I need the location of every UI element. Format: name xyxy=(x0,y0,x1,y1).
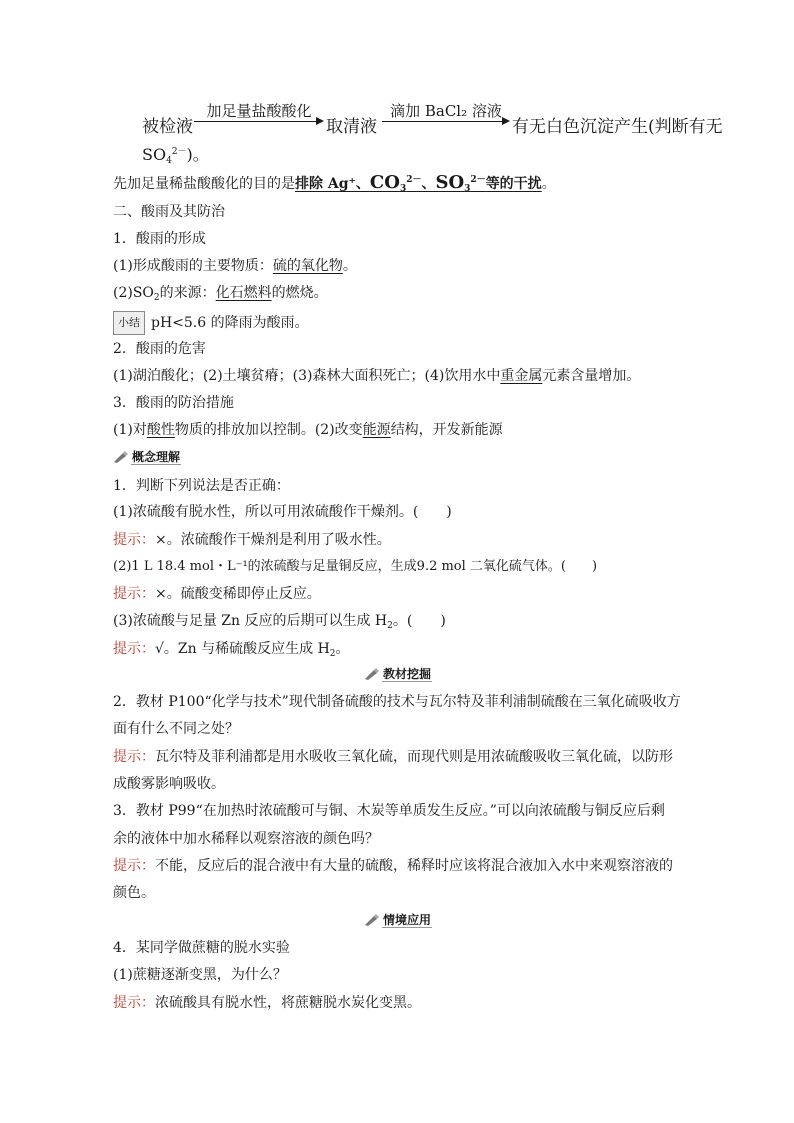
concept-heading xyxy=(113,449,181,465)
context-answer-1 xyxy=(113,993,421,1013)
scheme-end-close: )。 xyxy=(186,145,209,164)
prevention-text-c: 结构，开发新能源 xyxy=(390,422,503,438)
hint-label: 提示： xyxy=(113,749,155,765)
summary-note xyxy=(113,311,309,335)
statement-3-end: 。( ) xyxy=(392,613,446,629)
scheme-arrow-2-label: 滴加 BaCl₂ 溶液 xyxy=(390,102,502,120)
purpose-note xyxy=(113,170,556,199)
scheme-end-line2 xyxy=(142,142,209,171)
textbook-heading-text: 教材挖掘 xyxy=(383,667,432,681)
hint-text: √。Zn 与稀硫酸反应生成 H xyxy=(155,641,330,657)
concept-heading-text: 概念理解 xyxy=(132,450,181,464)
heading-formation: 1．酸雨的形成 xyxy=(113,231,206,247)
textbook-question-2-line2: 面有什么不同之处？ xyxy=(113,721,239,737)
concept-hint-2 xyxy=(113,584,321,604)
note-end: 。 xyxy=(541,176,556,192)
textbook-question-3-line2: 余的液体中加水稀释以观察溶液的颜色吗？ xyxy=(113,831,379,847)
prevention-text-a: (1)对 xyxy=(113,422,147,438)
so2-sub: 2 xyxy=(153,293,160,303)
so4-formula: SO xyxy=(142,145,167,164)
note-answer-a: 排除 Ag⁺、 xyxy=(295,176,370,192)
summary-text: pH<5.6 的降雨为酸雨。 xyxy=(151,315,309,331)
scheme-arrow-1-label: 加足量盐酸酸化 xyxy=(206,102,312,120)
context-question-4: 4．某同学做蔗糖的脱水实验 xyxy=(113,940,290,956)
scheme-end: 有无白色沉淀产生(判断有无 xyxy=(512,117,723,137)
hint-end: 。 xyxy=(335,641,350,657)
h2-sub: 2 xyxy=(329,649,336,659)
note-answer-b: 等的干扰 xyxy=(485,176,542,192)
formation-item-2-answer: 化石燃料 xyxy=(215,285,272,301)
textbook-answer-2-line1 xyxy=(113,747,673,767)
prevention-text-b: 物质的排放加以控制。(2)改变 xyxy=(174,422,363,438)
formation-item-1-end: 。 xyxy=(342,258,357,274)
so4-sub: 4 xyxy=(166,156,172,166)
context-sub-question-1: (1)蔗糖逐渐变黑，为什么？ xyxy=(113,967,287,983)
statement-3-text: (3)浓硫酸与足量 Zn 反应的后期可以生成 H xyxy=(113,613,388,629)
summary-tag: 小结 xyxy=(113,311,145,335)
so3-formula xyxy=(435,172,485,193)
so3-text: SO xyxy=(435,172,465,193)
formation-item-2-text: 的来源： xyxy=(159,285,216,301)
textbook-question-3-line1: 3．教材 P99“在加热时浓硫酸可与铜、木炭等单质发生反应。”可以向浓硫酸与铜反应后剩 xyxy=(113,803,665,819)
harm-list-text: (1)湖泊酸化；(2)土壤贫瘠；(3)森林大面积死亡；(4)饮用水中 xyxy=(113,368,501,384)
section-title-acid-rain: 二、酸雨及其防治 xyxy=(113,204,225,220)
hint-text: 不能，反应后的混合液中有大量的硫酸，稀释时应该将混合液加入水中来观察溶液的 xyxy=(155,858,673,874)
hint-text: ×。浓硫酸作干燥剂是利用了吸水性。 xyxy=(155,532,391,548)
harm-list-end: 元素含量增加。 xyxy=(542,368,641,384)
formation-item-1-answer: 硫的氧化物 xyxy=(272,258,343,274)
heading-harm: 2．酸雨的危害 xyxy=(113,341,206,357)
h2-sub: 2 xyxy=(387,621,393,631)
so3-sub: 3 xyxy=(464,184,471,194)
hint-label: 提示： xyxy=(113,995,155,1011)
co3-sup: 2－ xyxy=(406,175,422,185)
hint-label: 提示： xyxy=(113,586,155,602)
concept-question-1: 1．判断下列说法是否正确： xyxy=(113,478,290,494)
formation-item-1 xyxy=(113,256,357,276)
pen-icon xyxy=(113,451,129,463)
concept-statement-1: (1)浓硫酸有脱水性，所以可用浓硫酸作干燥剂。( ) xyxy=(113,504,452,520)
prevention-list xyxy=(113,420,503,440)
scheme-start: 被检液 xyxy=(142,117,193,137)
context-heading xyxy=(364,912,432,928)
textbook-heading xyxy=(364,666,432,682)
hint-text: ×。硫酸变稀即停止反应。 xyxy=(155,586,321,602)
note-prefix: 先加足量稀盐酸酸化的目的是 xyxy=(113,176,295,192)
heading-prevention: 3．酸雨的防治措施 xyxy=(113,395,234,411)
textbook-answer-2-line2: 成酸雾影响吸收。 xyxy=(113,776,225,792)
prevention-answer-2: 能源 xyxy=(362,422,391,438)
pen-icon xyxy=(364,914,380,926)
co3-text: CO xyxy=(369,172,400,193)
harm-list xyxy=(113,366,640,386)
so2-text: (2)SO xyxy=(113,285,154,301)
harm-list-answer: 重金属 xyxy=(500,368,543,384)
formation-item-2-end: 的燃烧。 xyxy=(271,285,328,301)
concept-statement-3 xyxy=(113,611,446,636)
textbook-answer-3-line2: 颜色。 xyxy=(113,885,155,901)
pen-icon xyxy=(364,668,380,680)
note-answer xyxy=(295,172,542,194)
textbook-answer-3-line1 xyxy=(113,856,673,876)
co3-formula xyxy=(370,172,422,193)
so3-sup: 2－ xyxy=(470,175,486,185)
concept-statement-2: (2)1 L 18.4 mol・L⁻¹的浓硫酸与足量铜反应，生成9.2 mol 二氧化硫气体。( ) xyxy=(113,559,598,574)
hint-label: 提示： xyxy=(113,532,155,548)
so4-sup: 2－ xyxy=(171,147,187,157)
prevention-answer-1: 酸性 xyxy=(146,422,175,438)
formation-item-1-text: (1)形成酸雨的主要物质： xyxy=(113,258,273,274)
hint-text: 瓦尔特及菲利浦都是用水吸收三氧化硫，而现代则是用浓硫酸吸收三氧化硫，以防形 xyxy=(155,749,673,765)
note-sep: 、 xyxy=(421,176,436,192)
textbook-question-2-line1: 2．教材 P100“化学与技术”现代制备硫酸的技术与瓦尔特及菲利浦制硫酸在三氧化硫吸收方 xyxy=(113,694,681,710)
hint-label: 提示： xyxy=(113,641,155,657)
scheme-mid: 取清液 xyxy=(326,117,377,137)
concept-hint-3 xyxy=(113,639,350,664)
formation-item-2 xyxy=(113,283,328,308)
context-heading-text: 情境应用 xyxy=(383,913,432,927)
hint-text: 浓硫酸具有脱水性，将蔗糖脱水炭化变黑。 xyxy=(155,995,421,1011)
concept-hint-1 xyxy=(113,530,391,550)
co3-sub: 3 xyxy=(399,184,407,194)
hint-label: 提示： xyxy=(113,858,155,874)
